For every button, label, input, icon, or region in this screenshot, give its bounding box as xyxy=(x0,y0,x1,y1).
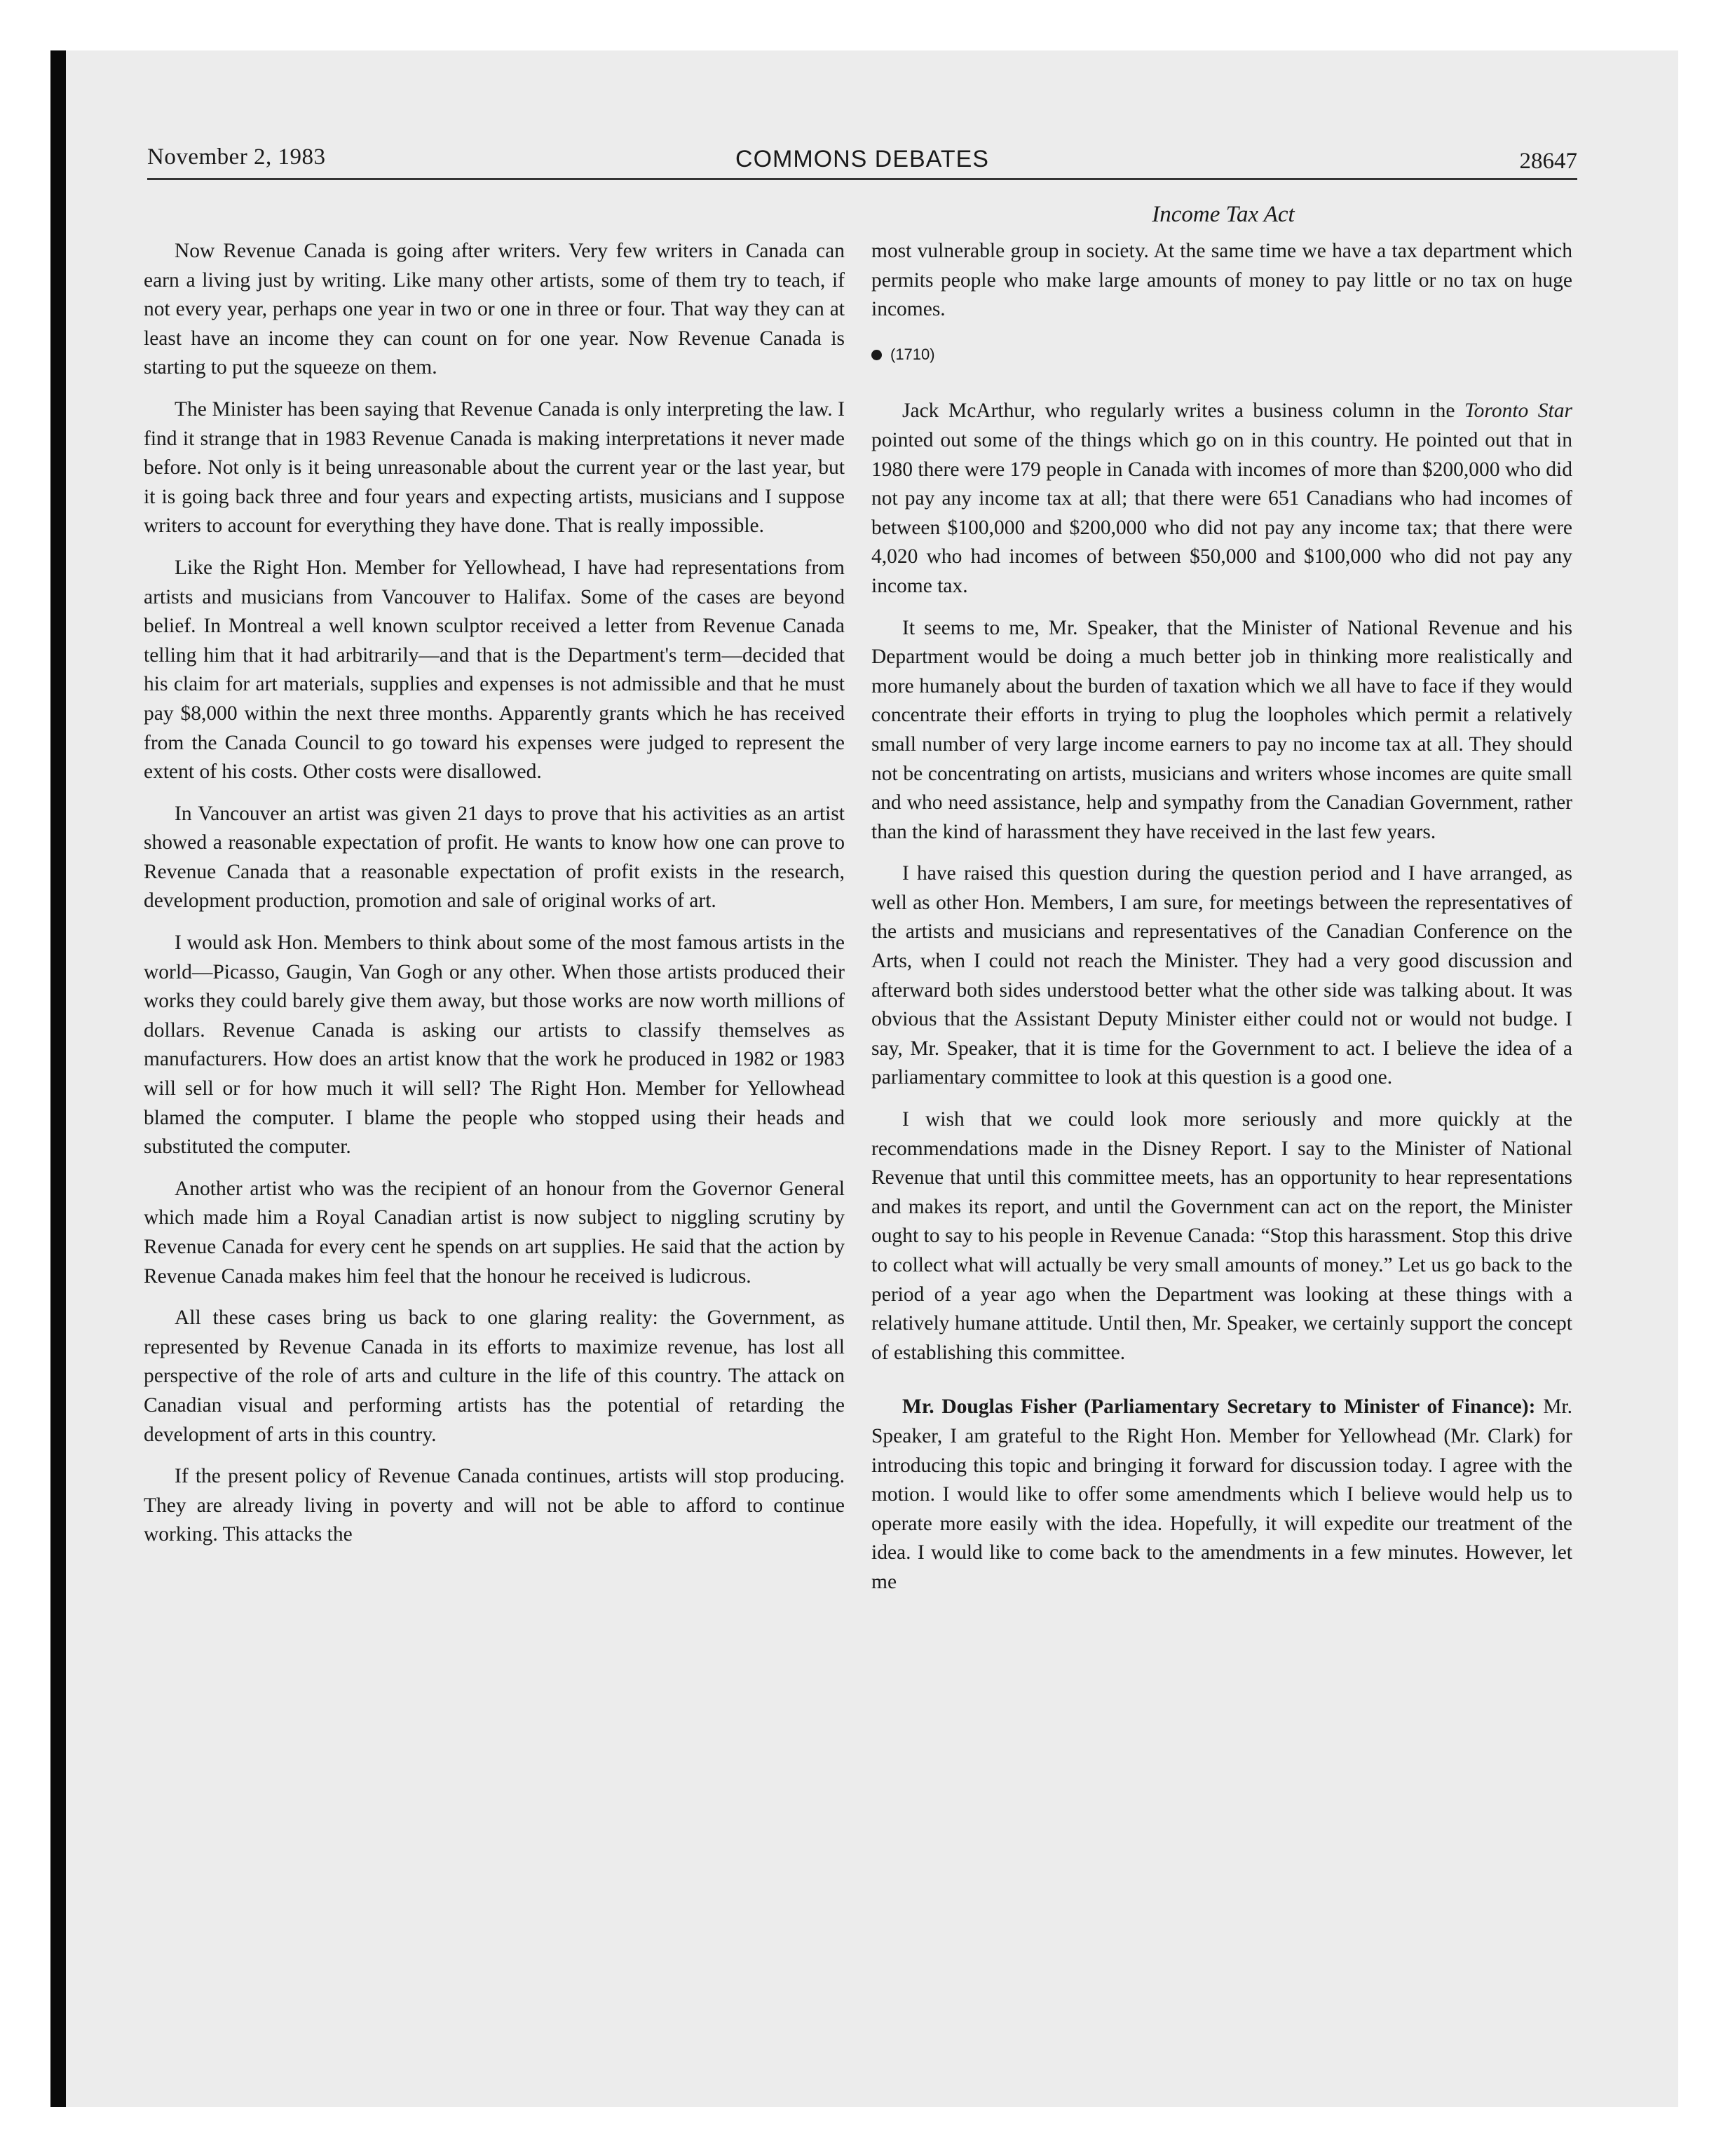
paragraph: In Vancouver an artist was given 21 days to prove that his activities as an artist showed a reasonable expectation of profit. He wants to know how one can prove to Revenue Canada that a reasonable expectation of profit exists in the research, development production, promotion and sale of original works of art. xyxy=(144,802,845,913)
paragraph: I wish that we could look more seriously and more quickly at the recommendations made in the Disney Report. I say to the Minister of National Revenue that until this committee meets, has an opportunity to hear representations and makes its report, and until the Government can act on the report, the Minister ought to say to his people in Revenue Canada: “Stop this harassment. Stop this drive to collect what will actually be very small amounts of money.” Let us go back to the period of a year ago when the Department was looking at these things with a relatively humane attitude. Until then, Mr. Speaker, we certainly support the concept of establishing this committee. xyxy=(871,1108,1572,1364)
paragraph-text: Jack McArthur, who regularly writes a business column in the xyxy=(902,400,1464,423)
time-marker-label: (1710) xyxy=(890,345,935,363)
header-date: November 2, 1983 xyxy=(147,144,326,170)
page-header xyxy=(147,140,1577,180)
paragraph: Like the Right Hon. Member for Yellowhead, I have had representations from artists and musicians from Vancouver to Halifax. Some of the cases are beyond belief. In Montreal a well known sculptor received a letter from Revenue Canada telling him that it had arbitrarily—and that is the Department's term—decided that his claim for art materials, supplies and expenses is not admissible and that he must pay $8,000 within the next three months. Apparently grants which he has received from the Canada Council to go toward his expenses were judged to represent the extent of his costs. Other costs were disallowed. xyxy=(144,556,845,784)
left-column xyxy=(144,237,845,1562)
bullet-icon xyxy=(871,350,882,360)
paragraph: If the present policy of Revenue Canada continues, artists will stop producing. They are already living in poverty and will not be able to afford to continue working. This attacks the xyxy=(144,1465,845,1546)
paragraph: I have raised this question during the question period and I have arranged, as well as other Hon. Members, I am sure, for meetings between the representatives of the artists and musicians and representatives of the Canadian Conference on the Arts, when I could not reach the Minister. They had a very good discussion and afterward both sides understood better what the other side was talking about. It was obvious that the Assistant Deputy Minister either could not or would not budge. I say, Mr. Speaker, that it is time for the Government to act. I believe the idea of a parliamentary committee to look at this question is a good one. xyxy=(871,862,1572,1089)
paragraph: most vulnerable group in society. At the same time we have a tax department which permits people who make large amounts of money to pay little or no tax on huge incomes. xyxy=(871,240,1572,321)
newspaper-title: Toronto Star xyxy=(1464,400,1572,423)
paragraph xyxy=(871,397,1572,601)
paragraph: All these cases bring us back to one glaring reality: the Government, as represented by Revenue Canada in its efforts to maximize revenue, has lost all perspective of the role of arts and culture in the life of this country. The attack on Canadian visual and performing artists has the potential of retarding the development of arts in this country. xyxy=(144,1306,845,1446)
scan-edge-bar xyxy=(50,50,66,2107)
paragraph-text: Mr. Speaker, I am grateful to the Right Hon. Member for Yellowhead (Mr. Clark) for introducing this topic and bringing it forward for discussion today. I agree with the motion. I would like to offer some amendments which I believe would help us to operate more easily with the idea. Hopefully, it will expedite our treatment of the idea. I would like to come back to the amendments in a few minutes. However, let me xyxy=(871,1396,1572,1593)
speaker-name: Mr. Douglas Fisher (Parliamentary Secretary to Minister of Finance): xyxy=(902,1396,1536,1419)
paragraph: Another artist who was the recipient of an honour from the Governor General which made him a Royal Canadian artist is now subject to niggling scrutiny by Revenue Canada for every cent he spends on art supplies. He said that the action by Revenue Canada makes him feel that the honour he received is ludicrous. xyxy=(144,1177,845,1288)
right-column xyxy=(871,237,1572,1610)
header-title: COMMONS DEBATES xyxy=(735,146,989,172)
paragraph: I would ask Hon. Members to think about some of the most famous artists in the world—Picasso, Gaugin, Van Gogh or any other. When those artists produced their works they could barely give them away, but those works are now worth millions of dollars. Revenue Canada is asking our artists to classify themselves as manufacturers. How does an artist know that the work he produced in 1982 or 1983 will sell or for how much it will sell? The Right Hon. Member for Yellowhead blamed the computer. I blame the people who stopped using their heads and substituted the computer. xyxy=(144,932,845,1159)
paragraph: It seems to me, Mr. Speaker, that the Minister of National Revenue and his Department would be doing a much better job in thinking more realistically and more humanely about the burden of taxation which we all have to face if they would concentrate their efforts in trying to plug the loopholes which permit a relatively small number of very large income earners to pay no income tax at all. They should not be concentrating on artists, musicians and writers whose incomes are quite small and who need assistance, help and sympathy from the Canadian Government, rather than the kind of harassment they have received in the last few years. xyxy=(871,616,1572,843)
header-page-number: 28647 xyxy=(1519,149,1577,174)
paragraph-text: pointed out some of the things which go on in this country. He pointed out that in 1980 there were 179 people in Canada with incomes of more than $200,000 who did not pay any income tax at all; that there were 651 Canadians who had incomes of between $100,000 and $200,000 who did not pay any income tax; that there were 4,020 who had incomes of between $50,000 and $100,000 who did not pay any income tax. xyxy=(871,428,1572,597)
paragraph: Now Revenue Canada is going after writers. Very few writers in Canada can earn a living just by writing. Like many other artists, some of them try to teach, if not every year, perhaps one year in two or one in three or four. That way they can at least have an income they can count on for one year. Now Revenue Canada is starting to put the squeeze on them. xyxy=(144,240,845,379)
paragraph xyxy=(871,1393,1572,1597)
paragraph: The Minister has been saying that Revenue Canada is only interpreting the law. I find it strange that in 1983 Revenue Canada is making interpretations it never made before. Not only is it being unreasonable about the current year or the last year, but it is going back three and four years and expecting artists, musicians and I suppose writers to account for everything they have done. That is really impossible. xyxy=(144,397,845,538)
running-head: Income Tax Act xyxy=(1152,202,1295,227)
time-marker xyxy=(871,340,1572,369)
